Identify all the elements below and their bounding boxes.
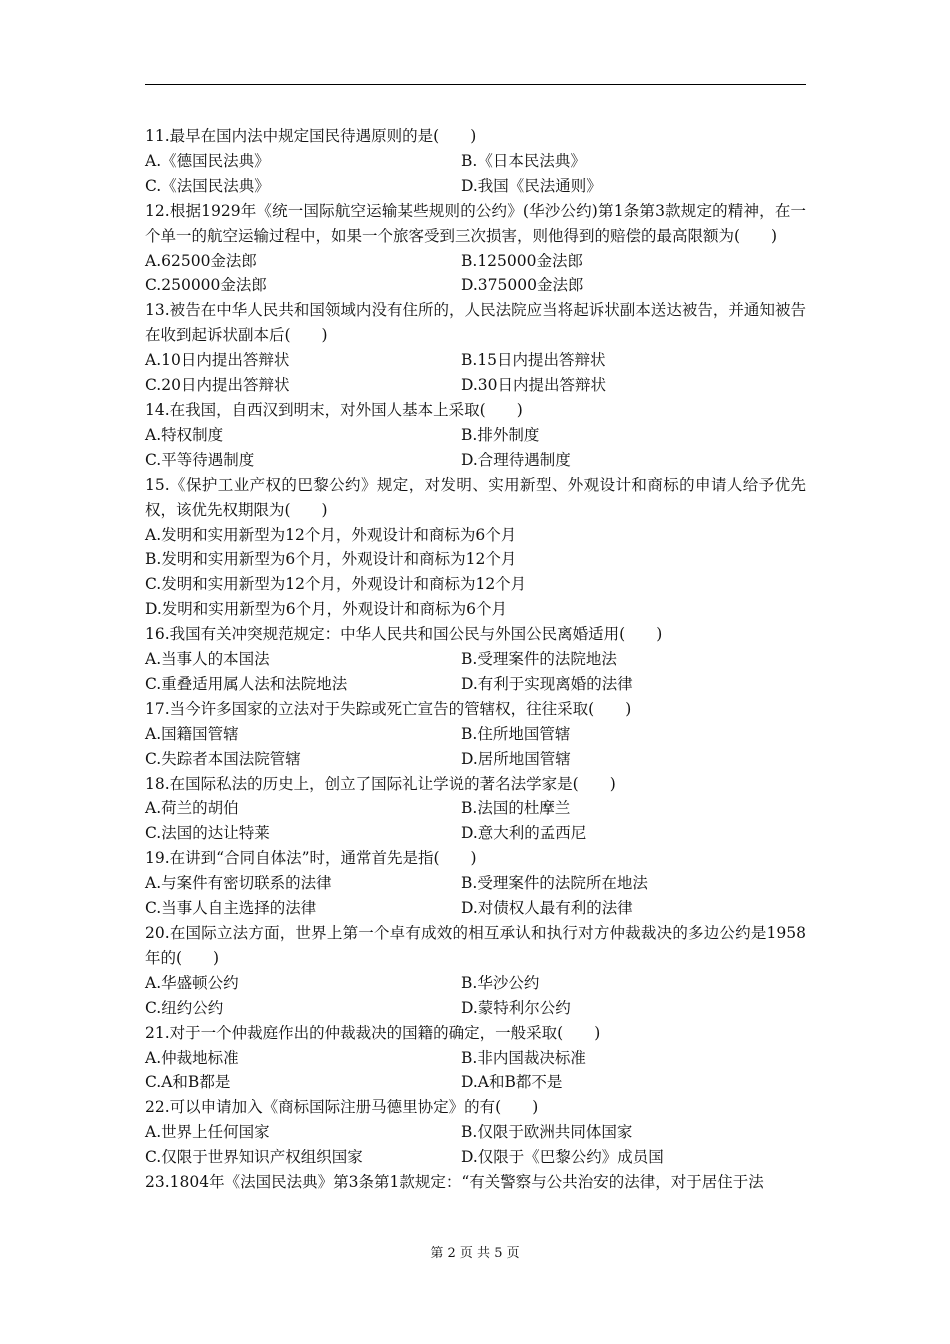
answer-option: A.国籍国管辖 [145,724,239,743]
question-stem: 17.当今许多国家的立法对于失踪或死亡宣告的管辖权，往往采取( ) [145,699,632,718]
answer-option: D.A和B都不是 [461,1073,563,1092]
answer-option: B.受理案件的法院地法 [461,650,617,669]
option-list [145,249,806,299]
question-stem: 18.在国际私法的历史上，创立了国际礼让学说的著名法学家是( ) [145,774,616,793]
question-stem: 15.《保护工业产权的巴黎公约》规定，对发明、实用新型、外观设计和商标的申请人给予优先权，该优先权期限为( ) [145,475,806,519]
answer-option: C.法国的达让特莱 [145,824,270,843]
answer-option: A.仲裁地标准 [145,1048,239,1067]
question-stem: 19.在讲到“合同自体法”时，通常首先是指( ) [145,849,477,868]
question-block [145,398,806,473]
option-list [145,971,806,1021]
question-stem: 14.在我国，自西汉到明末，对外国人基本上采取( ) [145,400,523,419]
answer-option: B.受理案件的法院所在地法 [461,874,648,893]
answer-option: A.当事人的本国法 [145,650,270,669]
answer-option: D.蒙特利尔公约 [461,998,571,1017]
answer-option: C.重叠适用属人法和法院地法 [145,674,348,693]
answer-option: B.法国的杜摩兰 [461,799,571,818]
answer-option: D.居所地国管辖 [461,749,571,768]
question-stem: 23.1804年《法国民法典》第3条第1款规定：“有关警察与公共治安的法律，对于居住于法 [145,1173,764,1192]
option-list [145,1120,806,1170]
option-list [145,647,806,697]
question-block [145,124,806,199]
question-block [145,1021,806,1096]
answer-option: A.华盛顿公约 [145,973,239,992]
answer-option: B.发明和实用新型为6个月，外观设计和商标为12个月 [145,550,517,569]
answer-option: D.我国《民法通则》 [461,176,602,195]
answer-option: D.对债权人最有利的法律 [461,899,633,918]
header-rule [145,84,806,85]
question-stem: 16.我国有关冲突规范规定：中华人民共和国公民与外国公民离婚适用( ) [145,625,663,644]
answer-option: B.15日内提出答辩状 [461,351,606,370]
question-block [145,199,806,299]
question-stem: 12.根据1929年《统一国际航空运输某些规则的公约》(华沙公约)第1条第3款规定的精神，在一个单一的航空运输过程中，如果一个旅客受到三次损害，则他得到的赔偿的最高限额为( ) [145,201,806,245]
answer-option: C.平等待遇制度 [145,450,255,469]
question-block [145,921,806,1021]
answer-option: D.仅限于《巴黎公约》成员国 [461,1148,664,1167]
question-block [145,298,806,398]
question-stem: 20.在国际立法方面，世界上第一个卓有成效的相互承认和执行对方仲裁裁决的多边公约是1958年的( ) [145,924,806,967]
question-block [145,473,806,622]
option-list [145,149,806,199]
answer-option: A.10日内提出答辩状 [145,351,290,370]
answer-option: A.特权制度 [145,425,224,444]
question-stem: 21.对于一个仲裁庭作出的仲裁裁决的国籍的确定，一般采取( ) [145,1023,601,1042]
question-block [145,846,806,921]
answer-option: B.排外制度 [461,425,540,444]
answer-option: D.30日内提出答辩状 [461,376,607,395]
answer-option: A.62500金法郎 [145,251,257,270]
answer-option: B.华沙公约 [461,973,540,992]
option-list [145,423,806,473]
answer-option: D.发明和实用新型为6个月，外观设计和商标为6个月 [145,600,508,619]
question-stem: 22.可以申请加入《商标国际注册马德里协定》的有( ) [145,1098,539,1117]
answer-option: C.250000金法郎 [145,276,267,295]
answer-option: A.世界上任何国家 [145,1123,270,1142]
option-list [145,796,806,846]
question-block [145,622,806,697]
question-stem: 11.最早在国内法中规定国民待遇原则的是( ) [145,127,477,145]
option-list [145,871,806,921]
answer-option: C.《法国民法典》 [145,176,270,195]
answer-option: B.125000金法郎 [461,251,583,270]
answer-option: A.发明和实用新型为12个月，外观设计和商标为6个月 [145,525,517,544]
answer-option: D.意大利的孟西尼 [461,824,587,843]
option-list [145,722,806,772]
answer-option: A.荷兰的胡伯 [145,799,239,818]
answer-option: C.失踪者本国法院管辖 [145,749,301,768]
answer-option: B.非内国裁决标准 [461,1048,586,1067]
answer-option: C.20日内提出答辩状 [145,376,290,395]
answer-option: B.住所地国管辖 [461,724,571,743]
answer-option: D.合理待遇制度 [461,450,571,469]
question-block [145,697,806,772]
answer-option: C.A和B都是 [145,1073,231,1092]
answer-option: B.仅限于欧洲共同体国家 [461,1123,633,1142]
question-block [145,1095,806,1170]
answer-option: C.纽约公约 [145,998,224,1017]
answer-option: A.与案件有密切联系的法律 [145,874,332,893]
question-block [145,1170,806,1195]
answer-option: D.有利于实现离婚的法律 [461,674,633,693]
question-block [145,772,806,847]
question-stem: 13.被告在中华人民共和国领域内没有住所的，人民法院应当将起诉状副本送达被告，并通知被告在收到起诉状副本后( ) [145,301,806,345]
answer-option: A.《德国民法典》 [145,151,270,170]
question-list [145,124,806,1195]
option-list [145,523,806,623]
option-list [145,1046,806,1096]
page-number: 第 2 页 共 5 页 [430,1246,520,1261]
answer-option: D.375000金法郎 [461,276,584,295]
answer-option: C.当事人自主选择的法律 [145,899,317,918]
answer-option: C.发明和实用新型为12个月，外观设计和商标为12个月 [145,575,527,594]
option-list [145,348,806,398]
answer-option: B.《日本民法典》 [461,151,586,170]
answer-option: C.仅限于世界知识产权组织国家 [145,1148,363,1167]
